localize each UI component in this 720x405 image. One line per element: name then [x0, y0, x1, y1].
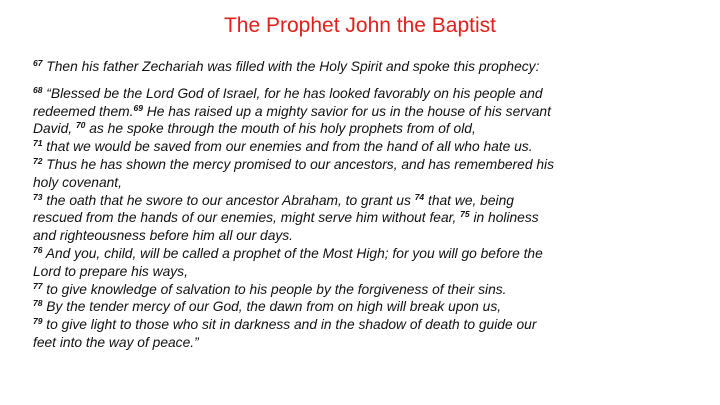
verse-number: 68 — [33, 84, 43, 95]
passage-line — [33, 192, 698, 210]
passage-line — [33, 334, 698, 352]
verse-text: holy covenant, — [33, 174, 122, 190]
verse-number: 74 — [414, 191, 425, 202]
verse-text: to give knowledge of salvation to his people by the forgiveness of their sins. — [42, 281, 507, 297]
passage-line — [33, 103, 698, 121]
verse-text: By the tender mercy of our God, the dawn from on high will break upon us, — [42, 299, 502, 315]
verse-text: the oath that he swore to our ancestor Abraham, to grant us — [42, 192, 415, 208]
verse-text: in holiness — [469, 210, 539, 226]
verse-text: He has raised up a mighty savior for us in the house of his servant — [142, 103, 551, 119]
scripture-passage — [33, 58, 698, 352]
verse-number: 76 — [33, 244, 43, 255]
verse-text: David, — [33, 121, 76, 137]
verse-number: 69 — [133, 102, 143, 113]
verse-number: 77 — [33, 280, 43, 291]
slide-title: The Prophet John the Baptist — [223, 14, 496, 37]
verse-text: as he spoke through the mouth of his holy prophets from of old, — [85, 121, 476, 137]
verse-text: redeemed them. — [33, 103, 134, 119]
passage-line — [33, 156, 698, 174]
passage-line — [33, 227, 698, 245]
verse-number: 78 — [33, 298, 43, 309]
verse-text: Lord to prepare his ways, — [33, 263, 188, 279]
passage-line — [33, 174, 698, 192]
passage-line — [33, 120, 698, 138]
verse-text: and righteousness before him all our days. — [33, 228, 293, 244]
verse-number: 72 — [33, 155, 43, 166]
passage-line — [33, 245, 698, 263]
verse-number: 79 — [33, 316, 43, 327]
verse-text: feet into the way of peace.” — [33, 334, 199, 350]
passage-line — [33, 58, 698, 76]
verse-text: And you, child, will be called a prophet of the Most High; for you will go before the — [42, 245, 543, 261]
passage-line — [33, 263, 698, 281]
passage-line — [33, 209, 698, 227]
verse-text: that we would be saved from our enemies and from the hand of all who hate us. — [42, 139, 533, 155]
verse-text: Thus he has shown the mercy promised to our ancestors, and has remembered his — [42, 156, 554, 172]
verse-number: 70 — [75, 120, 86, 131]
verse-text: to give light to those who sit in darkness and in the shadow of death to guide our — [42, 317, 537, 333]
verse-67-paragraph — [33, 58, 698, 76]
passage-line — [33, 298, 698, 316]
verse-number: 73 — [33, 191, 43, 202]
passage-line — [33, 85, 698, 103]
verse-text: rescued from the hands of our enemies, might serve him without fear, — [33, 210, 461, 226]
verse-number: 71 — [33, 138, 43, 149]
prophecy-paragraph — [33, 85, 698, 352]
passage-line — [33, 138, 698, 156]
verse-number: 67 — [33, 58, 43, 68]
verse-text: Then his father Zechariah was filled with the Holy Spirit and spoke this prophecy: — [42, 59, 540, 74]
verse-text: that we, being — [424, 192, 514, 208]
verse-text: “Blessed be the Lord God of Israel, for he has looked favorably on his people and — [42, 85, 543, 101]
passage-line — [33, 281, 698, 299]
verse-number: 75 — [460, 209, 470, 220]
passage-line — [33, 316, 698, 334]
